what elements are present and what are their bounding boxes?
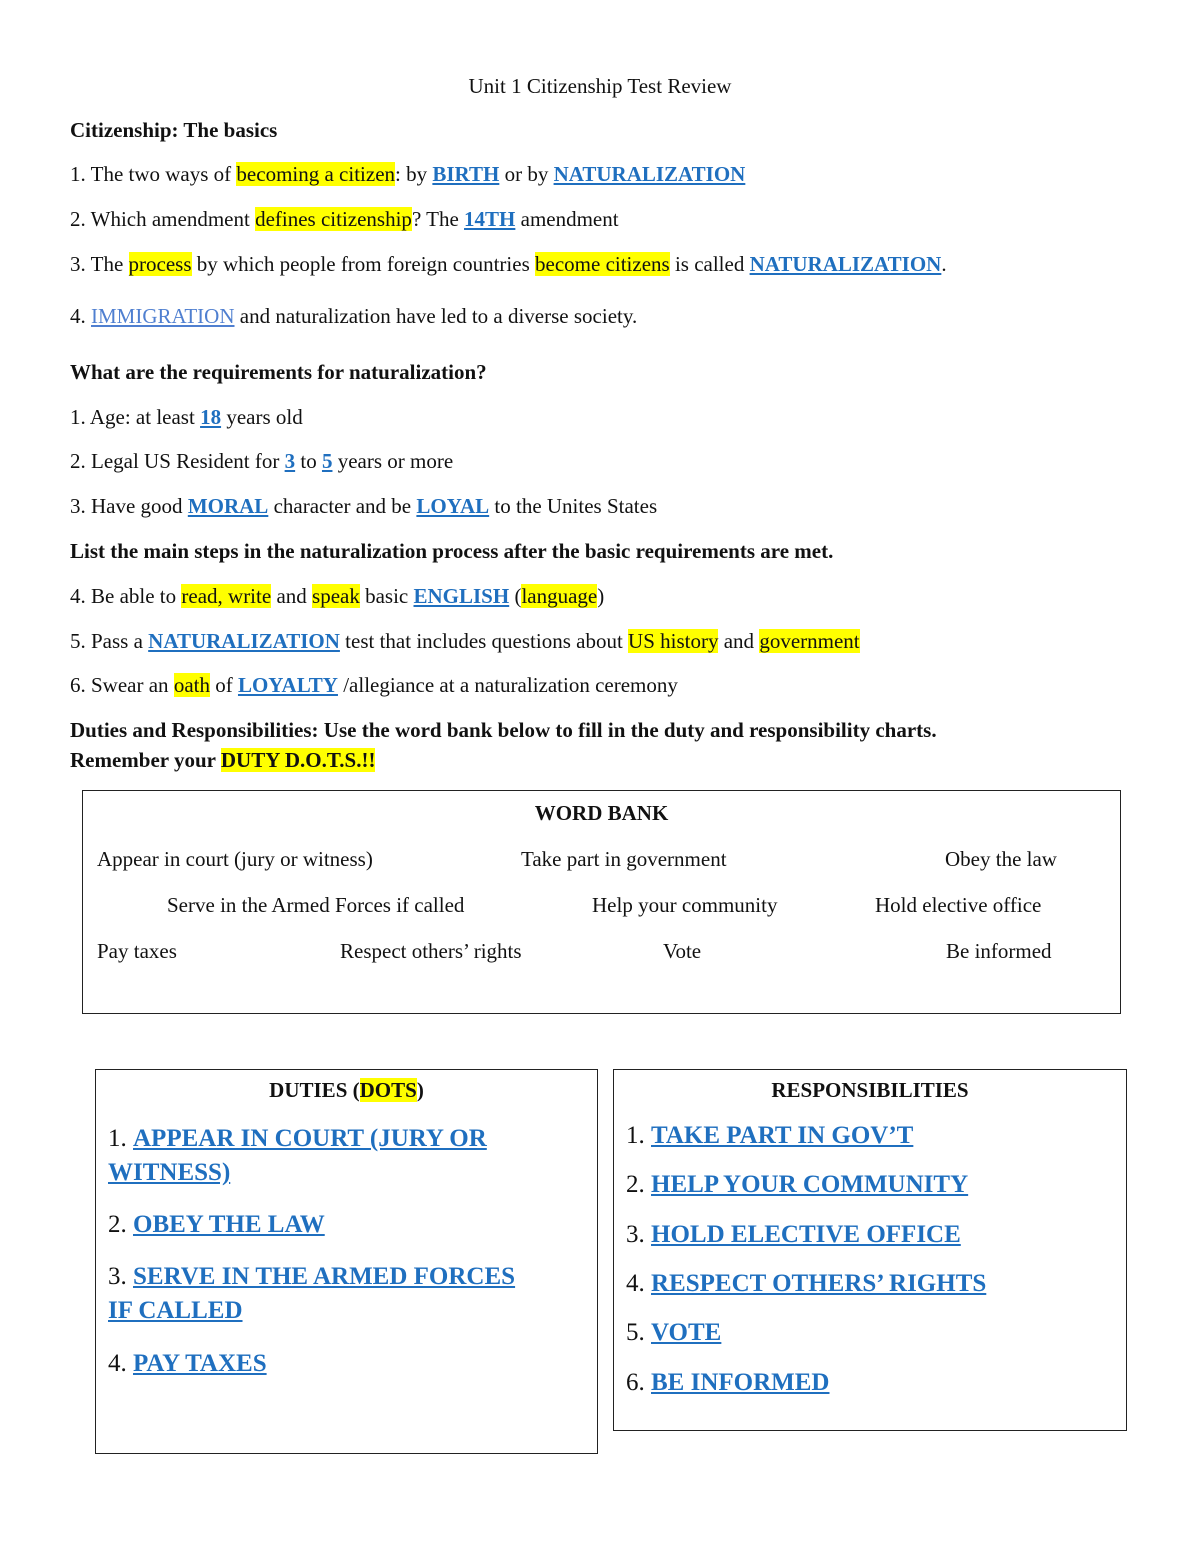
- duty-text: OBEY THE LAW: [133, 1211, 325, 1238]
- text: DUTIES (: [269, 1078, 360, 1102]
- word-bank-item: Respect others’ rights: [340, 939, 522, 963]
- question-2-amendment: [70, 207, 619, 232]
- text: 1. Age: at least: [70, 405, 201, 429]
- section-heading-duties: Duties and Responsibilities: Use the word bank below to fill in the duty and responsibility charts.: [70, 718, 937, 742]
- duties-title: [96, 1078, 597, 1103]
- answer: 18: [200, 405, 222, 429]
- highlight: US history: [628, 629, 719, 653]
- responsibility-item: [626, 1316, 721, 1350]
- highlight: DUTY D.O.T.S.!!: [220, 748, 376, 772]
- text: and naturalization have led to a diverse society.: [234, 304, 638, 328]
- question-1-ways: [70, 162, 745, 187]
- highlight: defines citizenship: [255, 207, 412, 231]
- highlight: DOTS: [359, 1078, 417, 1102]
- responsibility-text: RESPECT OTHERS’ RIGHTS: [651, 1270, 987, 1297]
- answer: 3: [284, 449, 296, 473]
- duties-box: [95, 1069, 598, 1454]
- step-test: [70, 629, 860, 654]
- item-number: 1.: [626, 1122, 651, 1149]
- highlight: read, write: [181, 584, 272, 608]
- answer: MORAL: [187, 494, 269, 518]
- answer: NATURALIZATION: [749, 252, 942, 276]
- text: years old: [221, 405, 303, 429]
- text: is called: [669, 252, 750, 276]
- text: 4. Be able to: [70, 584, 182, 608]
- responsibilities-title: RESPONSIBILITIES: [771, 1078, 969, 1102]
- answer: LOYALTY: [237, 673, 338, 697]
- responsibility-text: HOLD ELECTIVE OFFICE: [651, 1221, 961, 1248]
- text: ): [597, 584, 605, 608]
- item-number: 6.: [626, 1369, 651, 1396]
- highlight: becoming a citizen: [236, 162, 396, 186]
- responsibility-text: HELP YOUR COMMUNITY: [651, 1171, 969, 1198]
- word-bank-box: [82, 790, 1121, 1014]
- step-english: [70, 584, 604, 609]
- text: 3. Have good: [70, 494, 188, 518]
- responsibility-text: VOTE: [651, 1319, 722, 1346]
- text: to the Unites States: [489, 494, 658, 518]
- question-3-process: [70, 252, 947, 277]
- text: (: [509, 584, 522, 608]
- responsibility-item: [626, 1218, 961, 1252]
- highlight: government: [759, 629, 860, 653]
- requirement-residency: [70, 449, 453, 474]
- text: 2. Legal US Resident for: [70, 449, 285, 473]
- text: 1. The two ways of: [70, 162, 237, 186]
- text: years or more: [332, 449, 454, 473]
- item-number: 1.: [108, 1125, 133, 1152]
- answer: 5: [321, 449, 333, 473]
- text: 6. Swear an: [70, 673, 174, 697]
- responsibility-item: [626, 1267, 986, 1301]
- highlight: language: [521, 584, 598, 608]
- text: amendment: [515, 207, 619, 231]
- duty-text: IF CALLED: [108, 1297, 243, 1324]
- text: 2. Which amendment: [70, 207, 256, 231]
- text: /allegiance at a naturalization ceremony: [337, 673, 678, 697]
- answer: NATURALIZATION: [148, 629, 340, 653]
- word-bank-item: Be informed: [946, 939, 1052, 963]
- word-bank-item: Vote: [663, 939, 702, 963]
- step-oath: [70, 673, 678, 698]
- word-bank-item: Help your community: [592, 893, 778, 917]
- duty-item: [108, 1347, 267, 1381]
- responsibility-item: [626, 1366, 829, 1400]
- item-number: 5.: [626, 1319, 651, 1346]
- responsibility-item: [626, 1168, 968, 1202]
- text: basic: [359, 584, 414, 608]
- item-number: 4.: [108, 1350, 133, 1377]
- item-number: 3.: [108, 1263, 133, 1290]
- page-title: Unit 1 Citizenship Test Review: [468, 74, 732, 98]
- word-bank-title: WORD BANK: [534, 801, 669, 825]
- section-heading-steps: List the main steps in the naturalization process after the basic requirements are met.: [70, 539, 834, 563]
- requirement-age: [70, 405, 303, 430]
- answer: 14TH: [464, 207, 516, 231]
- word-bank-item: Hold elective office: [875, 893, 1042, 917]
- responsibilities-box: [613, 1069, 1127, 1431]
- highlight: oath: [173, 673, 210, 697]
- duty-text: PAY TAXES: [133, 1350, 267, 1377]
- highlight: speak: [312, 584, 360, 608]
- question-4-immigration: [70, 304, 637, 329]
- text: or by: [499, 162, 554, 186]
- item-number: 2.: [626, 1171, 651, 1198]
- duty-item: [108, 1208, 325, 1242]
- section-heading-basics: Citizenship: The basics: [70, 118, 278, 142]
- text: and: [271, 584, 313, 608]
- item-number: 4.: [626, 1270, 651, 1297]
- section-heading-requirements: What are the requirements for naturalization?: [70, 360, 487, 384]
- duty-item: [108, 1122, 487, 1190]
- answer: IMMIGRATION: [91, 304, 235, 328]
- requirement-character: [70, 494, 657, 519]
- answer: LOYAL: [416, 494, 490, 518]
- duty-item: [108, 1260, 515, 1328]
- word-bank-item: Pay taxes: [97, 939, 177, 963]
- section-heading-duties-line2: [70, 748, 375, 773]
- highlight: become citizens: [535, 252, 670, 276]
- responsibility-item: [626, 1119, 913, 1153]
- text: 4.: [70, 304, 91, 328]
- word-bank-item: Serve in the Armed Forces if called: [167, 893, 465, 917]
- text: .: [941, 252, 947, 276]
- text: test that includes questions about: [339, 629, 629, 653]
- text: 3. The: [70, 252, 129, 276]
- answer: BIRTH: [432, 162, 500, 186]
- text: Remember your: [70, 748, 221, 772]
- item-number: 2.: [108, 1211, 133, 1238]
- highlight: process: [128, 252, 192, 276]
- text: by which people from foreign countries: [191, 252, 536, 276]
- responsibility-text: BE INFORMED: [651, 1369, 830, 1396]
- word-bank-item: Take part in government: [521, 847, 727, 871]
- text: 5. Pass a: [70, 629, 149, 653]
- text: character and be: [268, 494, 417, 518]
- text: ? The: [411, 207, 465, 231]
- duty-text: SERVE IN THE ARMED FORCES: [133, 1263, 516, 1290]
- text: of: [209, 673, 238, 697]
- answer: ENGLISH: [413, 584, 510, 608]
- duty-text: WITNESS): [108, 1159, 231, 1186]
- text: and: [718, 629, 760, 653]
- text: ): [416, 1078, 424, 1102]
- text: : by: [395, 162, 433, 186]
- responsibility-text: TAKE PART IN GOV’T: [651, 1122, 914, 1149]
- answer: NATURALIZATION: [553, 162, 746, 186]
- word-bank-item: Obey the law: [945, 847, 1057, 871]
- duty-text: APPEAR IN COURT (JURY OR: [133, 1125, 487, 1152]
- word-bank-item: Appear in court (jury or witness): [97, 847, 373, 871]
- text: to: [295, 449, 322, 473]
- item-number: 3.: [626, 1221, 651, 1248]
